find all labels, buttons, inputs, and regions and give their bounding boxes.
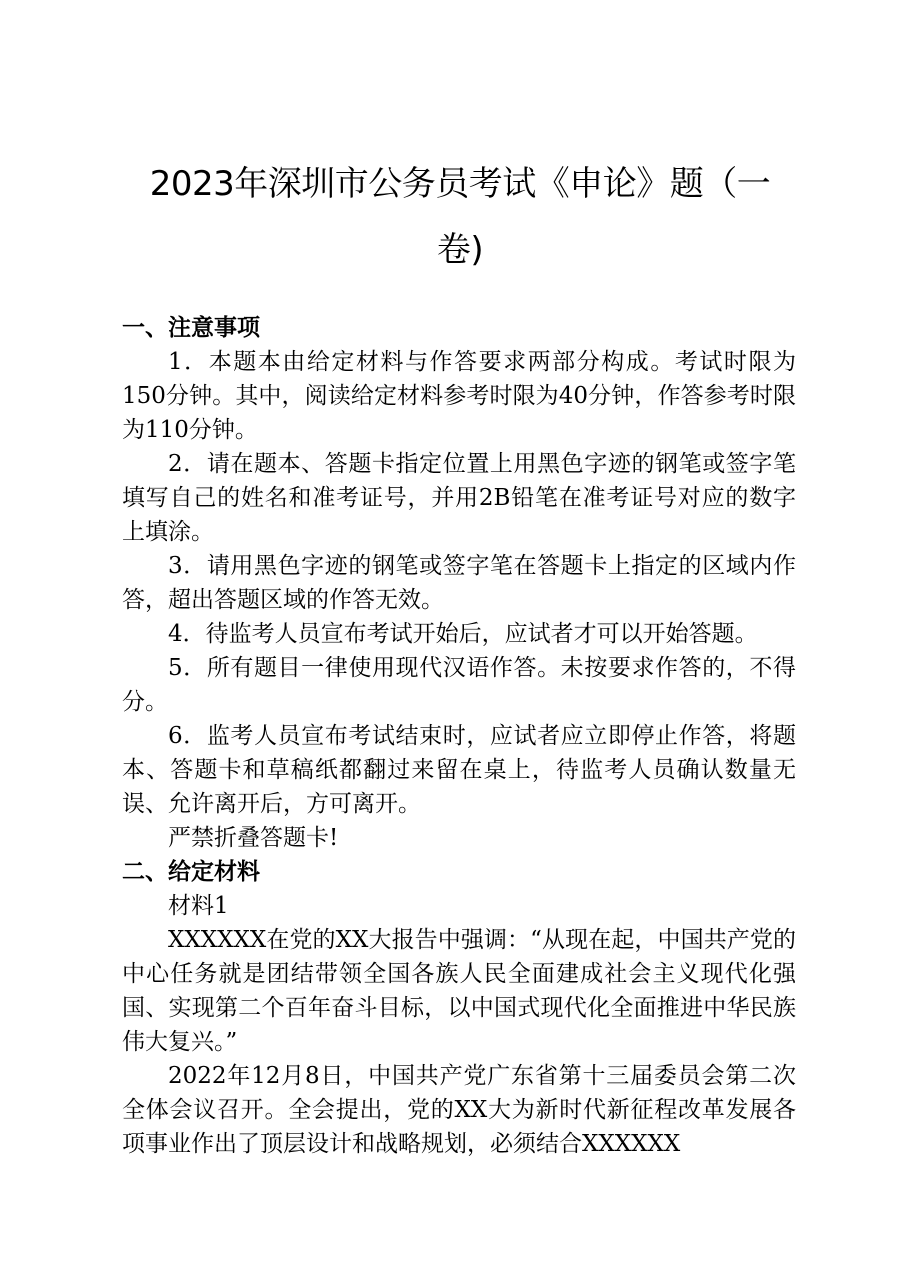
section-heading-notes: 一、注意事项 [122, 315, 260, 341]
note-item-4: 4．待监考人员宣布考试开始后，应试者才可以开始答题。 [168, 621, 758, 647]
document-body [122, 311, 796, 1161]
note-item-1: 1．本题本由给定材料与作答要求两部分构成。考试时限为150分钟。其中，阅读给定材料参考时限为40分钟，作答参考时限为110分钟。 [122, 349, 796, 443]
material-label: 材料1 [168, 893, 229, 919]
section-heading-materials: 二、给定材料 [122, 859, 260, 885]
note-item-6: 6．监考人员宣布考试结束时，应试者应立即停止作答，将题本、答题卡和草稿纸都翻过来留在桌上，待监考人员确认数量无误、允许离开后，方可离开。 [122, 723, 796, 817]
document-title-line-1: 2023年深圳市公务员考试《申论》题（一 [149, 164, 771, 204]
document-title-line-2: 卷) [436, 230, 484, 270]
material-paragraph-2: 2022年12月8日，中国共产党广东省第十三届委员会第二次全体会议召开。全会提出，党的XX大为新时代新征程改革发展各项事业作出了顶层设计和战略规划，必须结合XXXXXX [122, 1063, 796, 1157]
warning-text: 严禁折叠答题卡! [168, 825, 339, 851]
note-item-3: 3．请用黑色字迹的钢笔或签字笔在答题卡上指定的区域内作答，超出答题区域的作答无效。 [122, 553, 796, 613]
note-item-5: 5．所有题目一律使用现代汉语作答。未按要求作答的，不得分。 [122, 655, 796, 715]
material-paragraph-1: XXXXXX在党的XX大报告中强调：“从现在起，中国共产党的中心任务就是团结带领全国各族人民全面建成社会主义现代化强国、实现第二个百年奋斗目标，以中国式现代化全面推进中华民族伟大复兴。” [122, 927, 796, 1055]
note-item-2: 2．请在题本、答题卡指定位置上用黑色字迹的钢笔或签字笔填写自己的姓名和准考证号，并用2B铅笔在准考证号对应的数字上填涂。 [122, 451, 796, 545]
